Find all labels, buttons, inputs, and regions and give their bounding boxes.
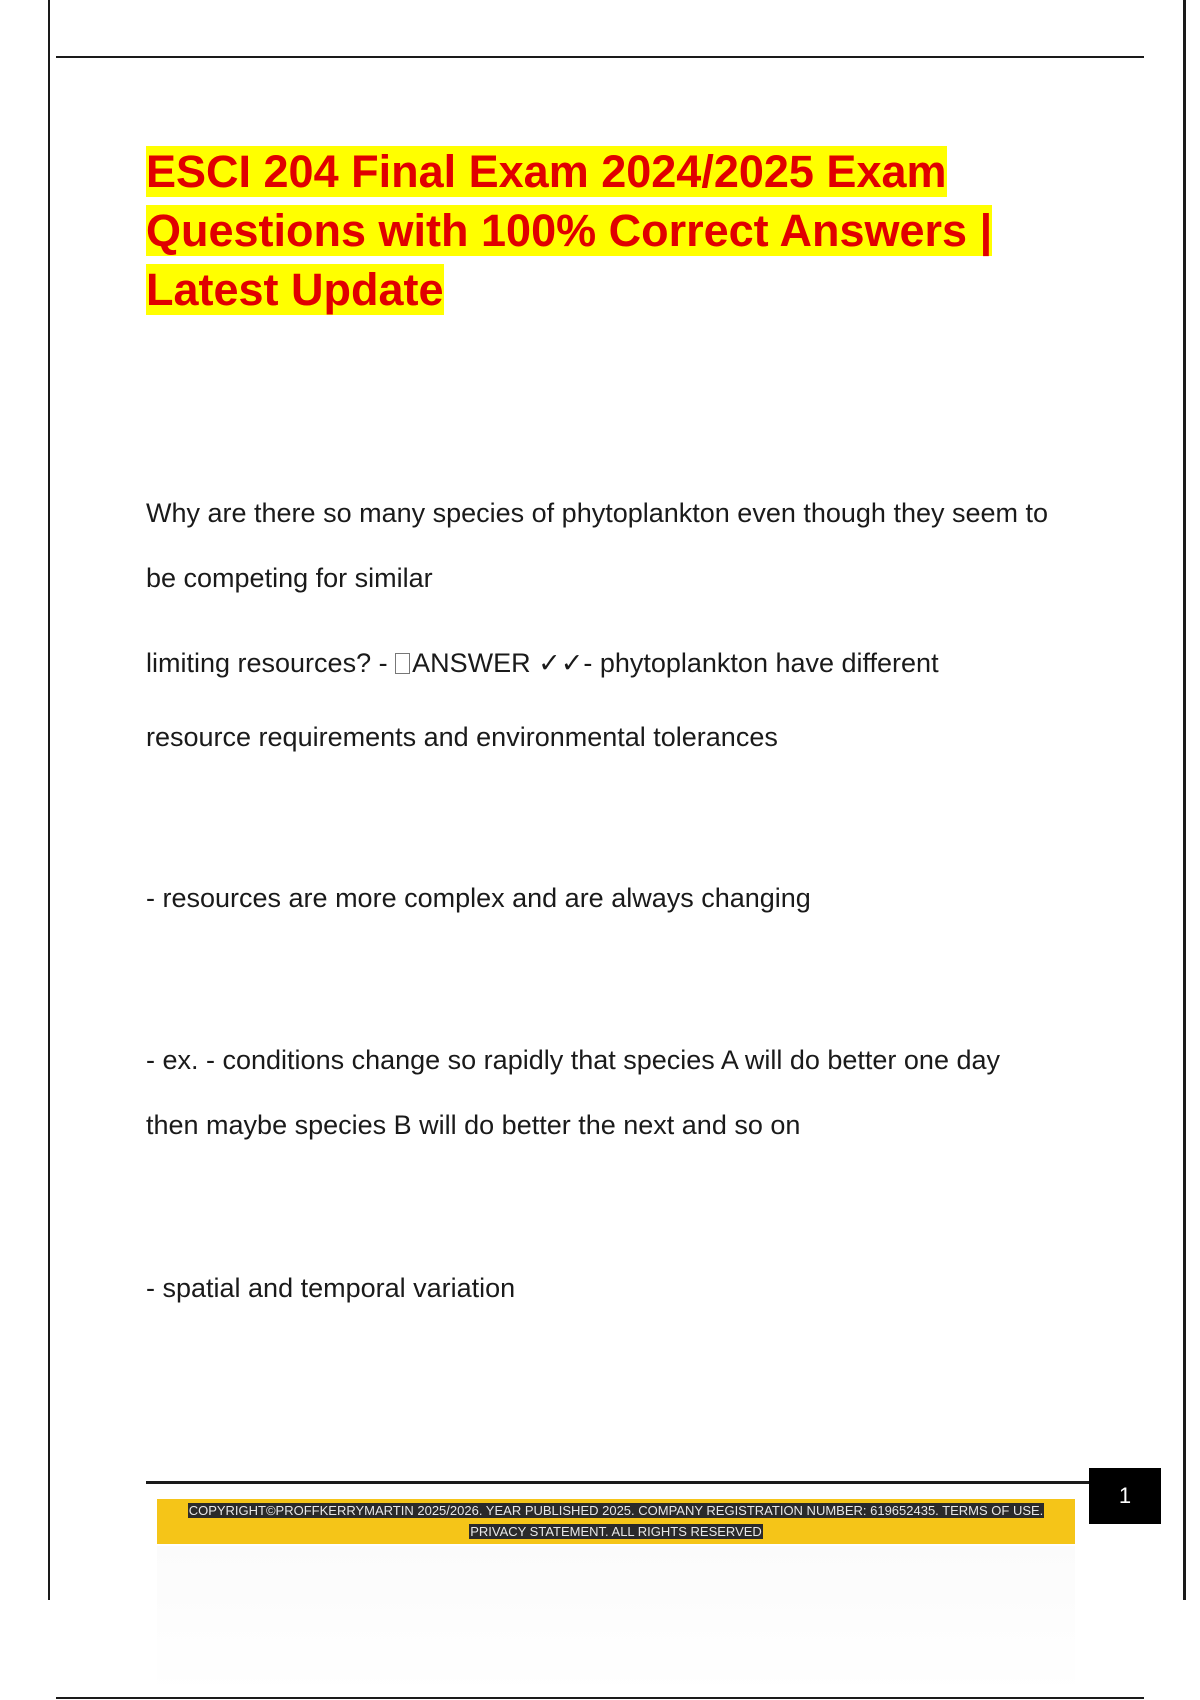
title-line-2: Questions with 100% Correct Answers | [146,205,993,256]
bullet-example-line-1: - ex. - conditions change so rapidly that species A will do better one day [146,1045,1000,1075]
answer-prefix: limiting resources? - [146,648,396,678]
copyright-line-2: PRIVACY STATEMENT. ALL RIGHTS RESERVED [470,1524,762,1539]
answer-text: ANSWER ✓✓- phytoplankton have different [412,648,939,678]
page-number: 1 [1089,1468,1161,1524]
question-line-2: be competing for similar [146,563,433,593]
copyright-line-1: COPYRIGHT©PROFFKERRYMARTIN 2025/2026. YEAR PUBLISHED 2025. COMPANY REGISTRATION NUMBER: 619652435. TERMS OF USE. [188,1503,1044,1518]
footer-rule [146,1481,1094,1484]
answer-line-2: resource requirements and environmental tolerances [146,722,778,752]
bullet-variation: - spatial and temporal variation [146,1273,516,1303]
copyright-notice [157,1500,1075,1542]
page-border-left [48,0,50,1600]
title-line-3: Latest Update [146,264,444,315]
page-border-right [1183,0,1186,1600]
answer-line-1 [146,648,939,679]
document-title [146,142,1106,319]
missing-glyph-icon [395,653,410,674]
bottom-rule [56,1697,1144,1699]
bullet-example-line-2: then maybe species B will do better the next and so on [146,1110,801,1140]
footer-shadow [157,1546,1075,1696]
bullet-resources: - resources are more complex and are always changing [146,883,811,913]
title-line-1: ESCI 204 Final Exam 2024/2025 Exam [146,146,947,197]
header-rule [56,56,1144,58]
question-line-1: Why are there so many species of phytoplankton even though they seem to [146,498,1049,528]
